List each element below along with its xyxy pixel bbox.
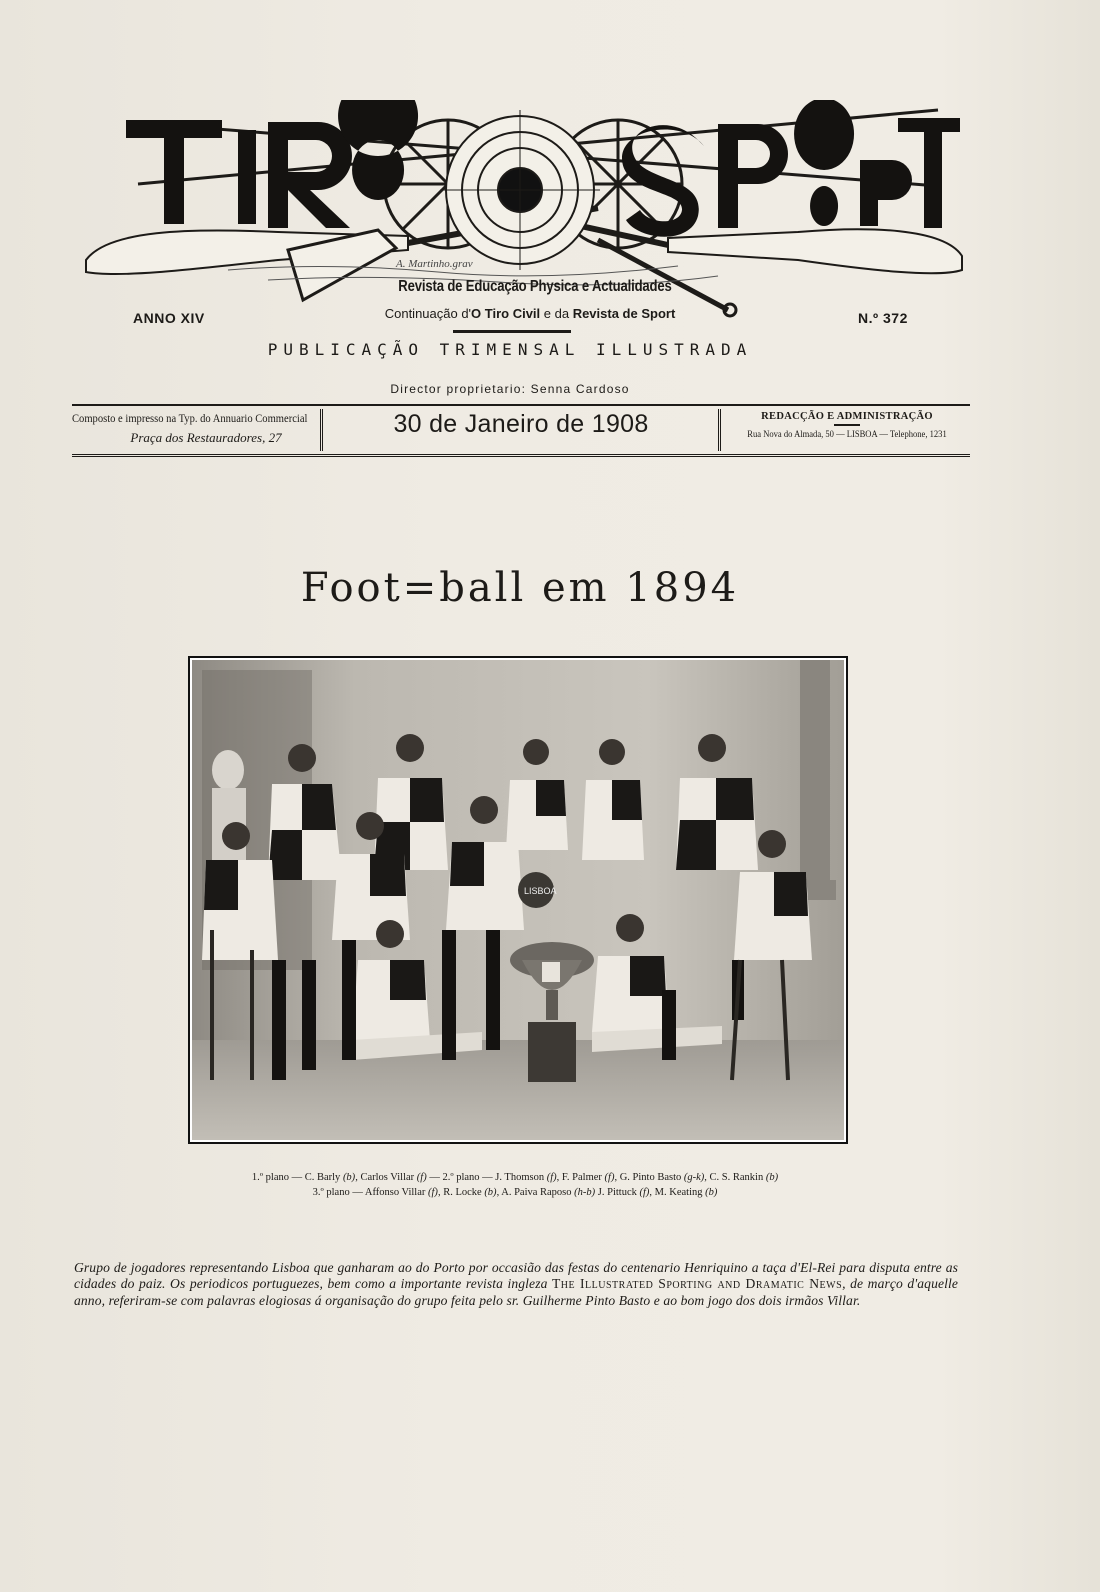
masthead-illustration	[78, 100, 970, 332]
periodicity-line: PUBLICAÇÃO TRIMENSAL ILLUSTRADA	[267, 340, 753, 359]
caption-line-2	[130, 1185, 900, 1200]
issue-number: N.º 372	[858, 310, 908, 326]
player-position-marker: (f)	[639, 1187, 650, 1198]
caption-text: , C. S. Rankin	[704, 1172, 766, 1183]
printer-line-1: Composto e impresso na Typ. do Annuario Commercial	[72, 411, 308, 425]
volume-label: ANNO XIV	[133, 310, 205, 326]
player-position-marker: (f)	[604, 1172, 615, 1183]
caption-text: , Carlos Villar	[355, 1172, 417, 1183]
body-part-1: Grupo de jogadores representando Lisboa que ganharam ao do Porto por occasião das festas do centenario Henriquino a taça d'El-Rei para disputa entre as cidades do paiz. Os periodicos portuguezes, bem como a importante revista ingleza	[74, 1259, 958, 1292]
continuation-note	[330, 306, 730, 321]
player-position-marker: (f)	[546, 1172, 557, 1183]
issue-date: 30 de Janeiro de 1908	[393, 410, 649, 438]
player-position-marker: (h-b)	[574, 1187, 596, 1198]
caption-text: 1.º plano — C. Barly	[251, 1172, 343, 1183]
continuation-prefix: Continuação d'	[384, 306, 472, 321]
divider	[453, 330, 571, 333]
player-position-marker: (f)	[416, 1172, 427, 1183]
caption-line-1	[130, 1170, 900, 1185]
body-part-2: , de março d'aquelle anno, referiram-se com palavras elogiosas á organisação do grupo feita pelo sr. Guilherme Pinto Basto e ao bom jogo dos dois irmãos Villar.	[74, 1276, 958, 1308]
pedestal	[528, 1022, 576, 1082]
article-body	[74, 1260, 958, 1310]
magazine-name: The Illustrated Sporting and Dramatic News	[551, 1276, 843, 1292]
player-position-marker: (b)	[342, 1172, 356, 1183]
team-photograph-frame	[188, 656, 848, 1144]
admin-address: Rua Nova do Almada, 50 — LISBOA — Telephone, 1231	[747, 429, 947, 439]
caption-text: — 2.º plano — J. Thomson	[426, 1172, 547, 1183]
caption-text: 3.º plano — Affonso Villar	[312, 1187, 429, 1198]
player-position-marker: (f)	[428, 1187, 438, 1198]
player-position-marker: (b)	[484, 1187, 497, 1198]
player-position-marker: (b)	[765, 1172, 779, 1183]
printer-box	[72, 409, 323, 451]
printer-line-2: Praça dos Restauradores, 27	[130, 430, 282, 445]
team-photograph	[192, 660, 844, 1140]
continuation-mid: e da	[540, 306, 573, 321]
caption-text: , G. Pinto Basto	[614, 1172, 684, 1183]
admin-box	[718, 409, 973, 451]
director-line: Director proprietario: Senna Cardoso	[390, 382, 630, 396]
player-position-marker: (g-k)	[683, 1172, 705, 1183]
caption-text: , A. Paiva Raposo	[496, 1187, 575, 1198]
player-position-marker: (b)	[705, 1187, 718, 1198]
caption-text: J. Pittuck	[595, 1187, 640, 1198]
continuation-source-2: Revista de Sport	[572, 306, 676, 321]
masthead-subtitle: Revista de Educação Physica e Actualidades	[398, 278, 672, 295]
caption-text: , M. Keating	[649, 1187, 706, 1198]
caption-text: , R. Locke	[437, 1187, 485, 1198]
photo-illustration	[192, 660, 844, 1140]
engraver-signature: A. Martinho.grav	[396, 258, 473, 270]
article-headline: Foot=ball em 1894	[300, 564, 740, 611]
info-bar	[72, 404, 970, 457]
masthead	[78, 100, 970, 332]
caption-text: , F. Palmer	[556, 1172, 605, 1183]
admin-title: REDACÇÃO E ADMINISTRAÇÃO	[761, 411, 933, 422]
continuation-source-1: O Tiro Civil	[471, 306, 541, 321]
divider	[834, 424, 860, 426]
ball-label: LISBOA	[524, 886, 557, 896]
photo-caption	[130, 1170, 900, 1200]
